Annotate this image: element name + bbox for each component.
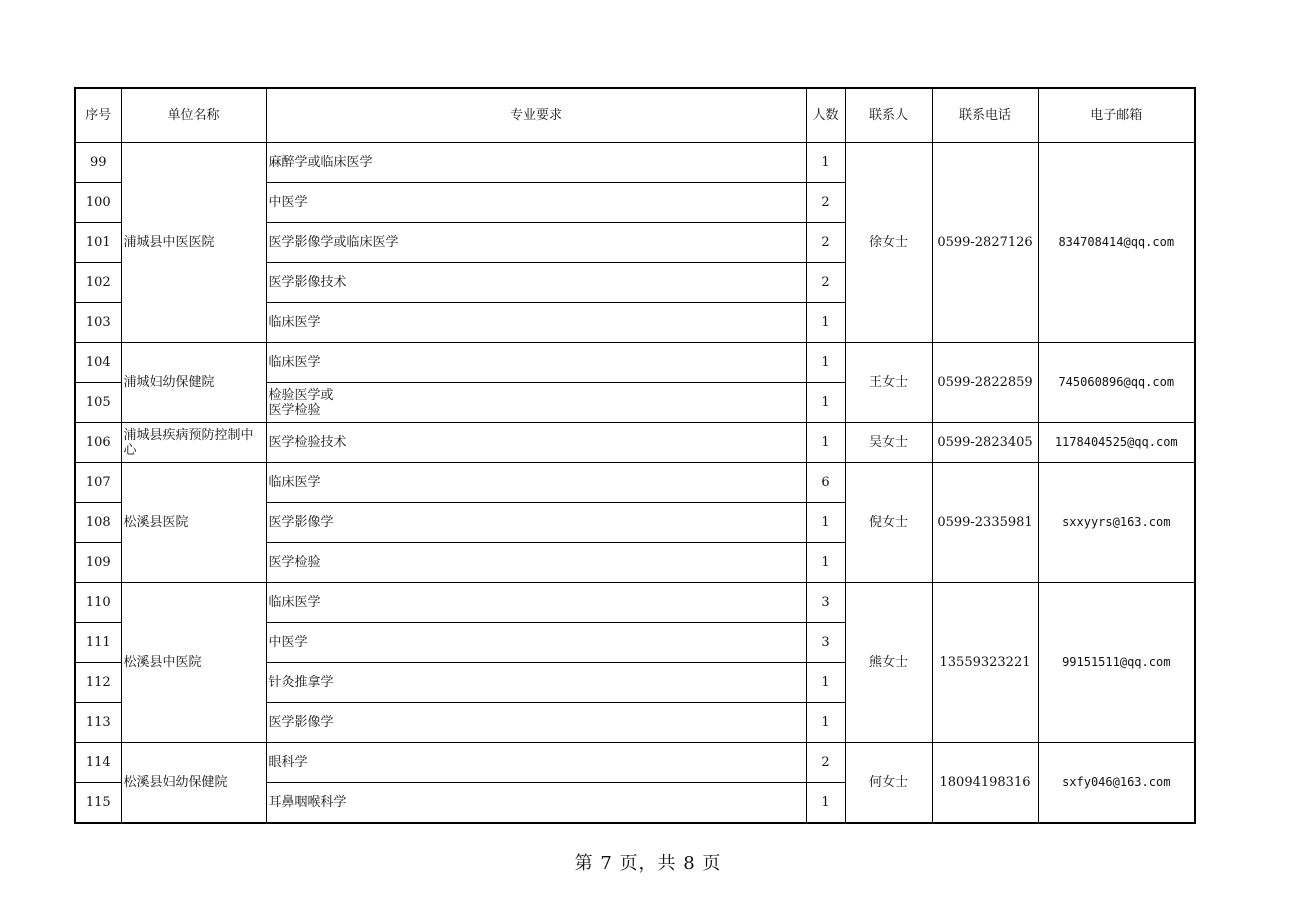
contact-phone: 0599-2822859 xyxy=(932,343,1038,423)
contact-phone: 13559323221 xyxy=(932,583,1038,743)
major-requirement: 医学检验 xyxy=(266,543,806,583)
contact-email: 834708414@qq.com xyxy=(1038,143,1195,343)
headcount: 1 xyxy=(806,383,845,423)
headcount: 2 xyxy=(806,223,845,263)
row-number: 108 xyxy=(75,503,121,543)
table-row xyxy=(75,463,1195,503)
contact-person: 王女士 xyxy=(845,343,932,423)
contact-phone: 0599-2827126 xyxy=(932,143,1038,343)
row-number: 110 xyxy=(75,583,121,623)
header-row xyxy=(75,88,1195,143)
table-row xyxy=(75,743,1195,783)
table-body xyxy=(75,143,1195,824)
major-requirement: 麻醉学或临床医学 xyxy=(266,143,806,183)
contact-email: 745060896@qq.com xyxy=(1038,343,1195,423)
major-requirement: 医学影像学 xyxy=(266,503,806,543)
headcount: 1 xyxy=(806,423,845,463)
header-contact: 联系人 xyxy=(845,88,932,143)
unit-name: 浦城县疾病预防控制中心 xyxy=(121,423,266,463)
row-number: 102 xyxy=(75,263,121,303)
headcount: 1 xyxy=(806,663,845,703)
unit-name: 松溪县中医院 xyxy=(121,583,266,743)
table-row xyxy=(75,583,1195,623)
row-number: 114 xyxy=(75,743,121,783)
contact-phone: 18094198316 xyxy=(932,743,1038,824)
contact-email: 1178404525@qq.com xyxy=(1038,423,1195,463)
row-number: 109 xyxy=(75,543,121,583)
major-requirement: 临床医学 xyxy=(266,463,806,503)
major-requirement: 中医学 xyxy=(266,183,806,223)
headcount: 1 xyxy=(806,343,845,383)
headcount: 1 xyxy=(806,503,845,543)
row-number: 106 xyxy=(75,423,121,463)
contact-person: 熊女士 xyxy=(845,583,932,743)
headcount: 3 xyxy=(806,623,845,663)
contact-person: 徐女士 xyxy=(845,143,932,343)
header-major: 专业要求 xyxy=(266,88,806,143)
header-email: 电子邮箱 xyxy=(1038,88,1195,143)
headcount: 1 xyxy=(806,303,845,343)
major-requirement: 眼科学 xyxy=(266,743,806,783)
headcount: 1 xyxy=(806,783,845,824)
major-requirement: 针灸推拿学 xyxy=(266,663,806,703)
major-requirement: 临床医学 xyxy=(266,303,806,343)
major-requirement: 医学影像学或临床医学 xyxy=(266,223,806,263)
table-row xyxy=(75,143,1195,183)
headcount: 1 xyxy=(806,143,845,183)
header-count: 人数 xyxy=(806,88,845,143)
table-row xyxy=(75,343,1195,383)
row-number: 100 xyxy=(75,183,121,223)
major-requirement: 医学影像技术 xyxy=(266,263,806,303)
major-requirement: 医学影像学 xyxy=(266,703,806,743)
row-number: 112 xyxy=(75,663,121,703)
contact-person: 吴女士 xyxy=(845,423,932,463)
contact-email: sxxyyrs@163.com xyxy=(1038,463,1195,583)
recruitment-table xyxy=(74,87,1196,824)
unit-name: 浦城县中医医院 xyxy=(121,143,266,343)
header-phone: 联系电话 xyxy=(932,88,1038,143)
major-requirement: 临床医学 xyxy=(266,343,806,383)
row-number: 99 xyxy=(75,143,121,183)
page-footer: 第 7 页，共 8 页 xyxy=(574,853,722,874)
contact-email: 99151511@qq.com xyxy=(1038,583,1195,743)
row-number: 104 xyxy=(75,343,121,383)
major-requirement: 中医学 xyxy=(266,623,806,663)
major-requirement: 临床医学 xyxy=(266,583,806,623)
unit-name: 浦城妇幼保健院 xyxy=(121,343,266,423)
row-number: 103 xyxy=(75,303,121,343)
headcount: 1 xyxy=(806,703,845,743)
contact-email: sxfy046@163.com xyxy=(1038,743,1195,824)
major-requirement: 检验医学或 医学检验 xyxy=(266,383,806,423)
headcount: 6 xyxy=(806,463,845,503)
header-unit: 单位名称 xyxy=(121,88,266,143)
contact-person: 何女士 xyxy=(845,743,932,824)
major-requirement: 耳鼻咽喉科学 xyxy=(266,783,806,824)
contact-phone: 0599-2335981 xyxy=(932,463,1038,583)
major-requirement: 医学检验技术 xyxy=(266,423,806,463)
headcount: 2 xyxy=(806,743,845,783)
headcount: 3 xyxy=(806,583,845,623)
row-number: 105 xyxy=(75,383,121,423)
header-no: 序号 xyxy=(75,88,121,143)
row-number: 107 xyxy=(75,463,121,503)
contact-phone: 0599-2823405 xyxy=(932,423,1038,463)
headcount: 2 xyxy=(806,183,845,223)
row-number: 111 xyxy=(75,623,121,663)
headcount: 1 xyxy=(806,543,845,583)
contact-person: 倪女士 xyxy=(845,463,932,583)
row-number: 101 xyxy=(75,223,121,263)
unit-name: 松溪县妇幼保健院 xyxy=(121,743,266,824)
row-number: 113 xyxy=(75,703,121,743)
table-row xyxy=(75,423,1195,463)
row-number: 115 xyxy=(75,783,121,824)
headcount: 2 xyxy=(806,263,845,303)
unit-name: 松溪县医院 xyxy=(121,463,266,583)
